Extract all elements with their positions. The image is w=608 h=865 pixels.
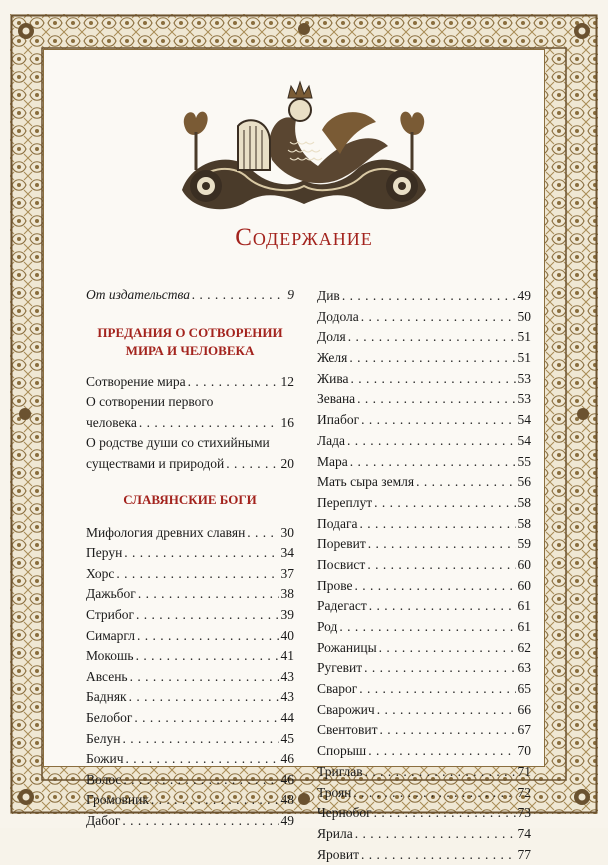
toc-entry xyxy=(86,523,294,544)
toc-entry-title: Зевана xyxy=(317,391,356,407)
toc-entry-page: 9 xyxy=(287,287,294,302)
toc-leader-dots xyxy=(138,584,279,605)
toc-entry-page: 71 xyxy=(517,763,531,779)
toc-entry-title: Ругевит xyxy=(317,660,363,676)
toc-leader-dots xyxy=(188,372,279,393)
toc-entry-page: 73 xyxy=(517,805,531,821)
toc-entry xyxy=(317,369,531,390)
toc-entry-title: Перун xyxy=(86,545,123,561)
toc-leader-dots xyxy=(226,454,278,475)
toc-entry-title: Белобог xyxy=(86,709,133,725)
toc-leader-dots xyxy=(116,564,278,585)
toc-leader-dots xyxy=(353,783,515,804)
toc-entry-title: Подага xyxy=(317,515,358,531)
toc-entry xyxy=(317,431,531,452)
toc-entry-title: Радегаст xyxy=(317,598,367,614)
toc-entry xyxy=(317,327,531,348)
toc-leader-dots xyxy=(377,700,516,721)
toc-leader-dots xyxy=(350,452,516,473)
toc-leader-dots xyxy=(347,431,515,452)
toc-entry-title: Громовник xyxy=(86,792,149,808)
toc-entry-page: 50 xyxy=(517,308,531,324)
toc-leader-dots xyxy=(124,543,278,564)
toc-leader-dots xyxy=(374,803,516,824)
toc-entry-title: Лада xyxy=(317,432,346,448)
toc-entry-page: 30 xyxy=(280,524,294,540)
toc-entry xyxy=(317,348,531,369)
toc-entry xyxy=(86,667,294,688)
toc-entry xyxy=(86,811,294,832)
toc-entry-title: Мара xyxy=(317,453,348,469)
toc-entry-page: 43 xyxy=(280,668,294,684)
toc-entry-title: Сварожич xyxy=(317,701,375,717)
toc-entry-page: 77 xyxy=(517,846,531,862)
toc-entry-title: Триглав xyxy=(317,763,363,779)
toc-entry-title: Переплут xyxy=(317,494,373,510)
toc-entry-title: существами и природой xyxy=(86,455,225,471)
toc-entry-title: Див xyxy=(317,288,340,303)
toc-entry-page: 45 xyxy=(280,730,294,746)
toc-entry-title: Мать сыра земля xyxy=(317,474,415,490)
toc-leader-dots xyxy=(380,720,516,741)
toc-entry-title-line: О сотворении первого xyxy=(86,394,214,410)
toc-entry-title: Посвист xyxy=(317,556,366,572)
toc-entry-title: Божич xyxy=(86,751,124,767)
toc-leader-dots xyxy=(247,523,278,544)
toc-right-column xyxy=(317,286,531,865)
toc-entry xyxy=(86,646,294,667)
toc-leader-dots xyxy=(367,555,515,576)
toc-leader-dots xyxy=(126,749,279,770)
toc-entry xyxy=(86,454,294,475)
toc-entry xyxy=(317,720,531,741)
toc-entry-page: 51 xyxy=(517,350,531,366)
toc-entry-title: Ярила xyxy=(317,825,353,841)
toc-entry xyxy=(317,555,531,576)
toc-leader-dots xyxy=(416,472,515,493)
toc-entry xyxy=(86,790,294,811)
toc-entry-title: Прове xyxy=(317,577,353,593)
toc-entry-page: 41 xyxy=(280,648,294,664)
toc-entry-page: 20 xyxy=(280,455,294,471)
toc-entry-title: Род xyxy=(317,619,338,634)
toc-entry-title: Доля xyxy=(317,329,346,345)
toc-entry xyxy=(86,584,294,605)
toc-entry-page: 38 xyxy=(280,586,294,602)
toc-entry-title: человека xyxy=(86,414,137,430)
toc-entry xyxy=(317,679,531,700)
toc-leader-dots xyxy=(129,687,279,708)
toc-leader-dots xyxy=(355,576,516,597)
toc-entry-page: 49 xyxy=(280,812,294,828)
toc-entry-title: От издательства xyxy=(86,287,190,302)
toc-entry-page: 12 xyxy=(280,373,294,389)
toc-entry xyxy=(317,576,531,597)
toc-entry-title: Сотворение мира xyxy=(86,373,186,389)
section-heading: СЛАВЯНСКИЕ БОГИ xyxy=(123,491,257,507)
toc-entry xyxy=(317,493,531,514)
toc-entry-page: 60 xyxy=(517,556,531,572)
toc-leader-dots xyxy=(192,285,285,306)
toc-entry-title: Свентовит xyxy=(317,722,378,738)
toc-entry-page: 46 xyxy=(280,751,294,767)
toc-entry xyxy=(317,762,531,783)
toc-entry xyxy=(317,596,531,617)
toc-leader-dots xyxy=(136,605,278,626)
toc-entry-page: 74 xyxy=(517,825,531,841)
toc-entry-title: Дабог xyxy=(86,812,121,828)
toc-entry-title: Мокошь xyxy=(86,648,134,664)
toc-leader-dots xyxy=(368,741,515,762)
toc-left-column xyxy=(86,285,294,831)
toc-leader-dots xyxy=(123,770,278,791)
toc-entry xyxy=(86,770,294,791)
toc-entry xyxy=(86,564,294,585)
toc-entry-page: 53 xyxy=(517,391,531,407)
toc-leader-dots xyxy=(365,762,516,783)
toc-entry-title: Яровит xyxy=(317,846,360,862)
toc-entry-page: 67 xyxy=(517,722,531,738)
toc-entry-page: 48 xyxy=(280,792,294,808)
toc-entry-page: 16 xyxy=(280,414,294,430)
toc-entry xyxy=(86,413,294,434)
toc-entry-page: 70 xyxy=(517,743,531,759)
toc-leader-dots xyxy=(355,824,516,845)
toc-entry-page: 59 xyxy=(517,536,531,552)
toc-entry xyxy=(317,307,531,328)
toc-entry xyxy=(86,605,294,626)
toc-entry-title: Симаргл xyxy=(86,627,136,643)
toc-entry-title: Дажьбог xyxy=(86,586,136,602)
toc-entry-page: 39 xyxy=(280,606,294,622)
toc-entry-title: Сварог xyxy=(317,681,358,697)
toc-entry-title: Чернобог xyxy=(317,805,372,821)
toc-leader-dots xyxy=(342,286,516,307)
toc-entry-page: 46 xyxy=(280,771,294,787)
toc-leader-dots xyxy=(349,348,515,369)
section-heading xyxy=(86,324,294,360)
toc-entry xyxy=(317,534,531,555)
toc-entry xyxy=(317,617,531,638)
toc-entry-title: Мифология древних славян xyxy=(86,524,246,540)
toc-entry-title: Троян xyxy=(317,784,352,800)
toc-entry-page: 51 xyxy=(517,329,531,345)
toc-leader-dots xyxy=(136,646,279,667)
toc-entry xyxy=(317,845,531,865)
toc-entry-title: Ипабог xyxy=(317,412,360,428)
toc-entry-title: Жива xyxy=(317,370,349,386)
toc-entry-title: Волос xyxy=(86,771,122,787)
ornament-illustration xyxy=(172,70,436,222)
toc-entry-title: Стрибог xyxy=(86,606,135,622)
section-heading-line: МИРА И ЧЕЛОВЕКА xyxy=(125,342,255,358)
toc-leader-dots xyxy=(361,845,515,865)
toc-entry xyxy=(86,372,294,393)
toc-entry xyxy=(86,729,294,750)
toc-entry xyxy=(317,286,531,307)
toc-leader-dots xyxy=(137,626,278,647)
toc-leader-dots xyxy=(361,410,515,431)
toc-entry-page: 44 xyxy=(280,709,294,725)
toc-leader-dots xyxy=(134,708,278,729)
toc-leader-dots xyxy=(359,679,515,700)
toc-entry xyxy=(317,472,531,493)
toc-entry-page: 62 xyxy=(517,639,531,655)
toc-entry xyxy=(317,410,531,431)
toc-leader-dots xyxy=(368,534,516,555)
toc-entry xyxy=(86,285,294,306)
toc-entry-page: 56 xyxy=(517,474,531,490)
toc-leader-dots xyxy=(357,389,515,410)
page-title: Содержание xyxy=(235,224,373,251)
toc-entry xyxy=(317,741,531,762)
toc-leader-dots xyxy=(360,514,516,535)
toc-entry-title: Рожаницы xyxy=(317,639,377,655)
toc-entry-page: 49 xyxy=(517,288,531,303)
toc-entry-title: Авсень xyxy=(86,668,128,684)
toc-entry-page: 72 xyxy=(517,784,531,800)
toc-leader-dots xyxy=(122,811,278,832)
toc-leader-dots xyxy=(130,667,279,688)
toc-leader-dots xyxy=(364,658,515,679)
toc-entry xyxy=(317,452,531,473)
toc-entry xyxy=(86,708,294,729)
toc-entry-page: 53 xyxy=(517,370,531,386)
toc-leader-dots xyxy=(348,327,516,348)
toc-entry-page: 54 xyxy=(517,412,531,428)
toc-leader-dots xyxy=(369,596,516,617)
toc-leader-dots xyxy=(339,617,515,638)
toc-entry-title: Додола xyxy=(317,308,359,324)
toc-entry-page: 43 xyxy=(280,689,294,705)
toc-section-list xyxy=(86,523,294,832)
toc-entry-page: 34 xyxy=(280,545,294,561)
toc-entry xyxy=(317,824,531,845)
toc-leader-dots xyxy=(379,638,516,659)
toc-leader-dots xyxy=(351,369,516,390)
toc-leader-dots xyxy=(139,413,279,434)
toc-entry-title: Желя xyxy=(317,350,348,366)
toc-entry xyxy=(317,700,531,721)
toc-entry xyxy=(317,803,531,824)
toc-entry xyxy=(317,658,531,679)
toc-entry-page: 58 xyxy=(517,494,531,510)
toc-entry xyxy=(317,514,531,535)
toc-leader-dots xyxy=(374,493,515,514)
toc-entry-title: Поревит xyxy=(317,536,366,552)
toc-entry-page: 65 xyxy=(517,681,531,697)
toc-entry xyxy=(86,626,294,647)
toc-entry-page: 63 xyxy=(517,660,531,676)
toc-entry-page: 61 xyxy=(517,619,531,634)
toc-entry-page: 54 xyxy=(517,432,531,448)
toc-entry-title: Бадняк xyxy=(86,689,127,705)
toc-entry-page: 61 xyxy=(517,598,531,614)
toc-leader-dots xyxy=(122,729,278,750)
section-heading-line: ПРЕДАНИЯ О СОТВОРЕНИИ xyxy=(97,324,283,340)
toc-entry-title: Хорс xyxy=(86,565,115,581)
toc-entry-page: 58 xyxy=(517,515,531,531)
toc-entry-page: 40 xyxy=(280,627,294,643)
toc-entry-title: Спорыш xyxy=(317,743,367,759)
toc-entry-page: 66 xyxy=(517,701,531,717)
toc-leader-dots xyxy=(151,790,279,811)
toc-entry xyxy=(86,749,294,770)
toc-entry xyxy=(317,783,531,804)
toc-entry-page: 60 xyxy=(517,577,531,593)
toc-entry-title: Белун xyxy=(86,730,121,746)
toc-entry-page: 55 xyxy=(517,453,531,469)
toc-entry xyxy=(317,389,531,410)
toc-entry xyxy=(86,687,294,708)
toc-entry xyxy=(317,638,531,659)
toc-entry-title-line: О родстве души со стихийными xyxy=(86,435,270,451)
toc-entry xyxy=(86,543,294,564)
toc-leader-dots xyxy=(361,307,516,328)
toc-entry-page: 37 xyxy=(280,565,294,581)
